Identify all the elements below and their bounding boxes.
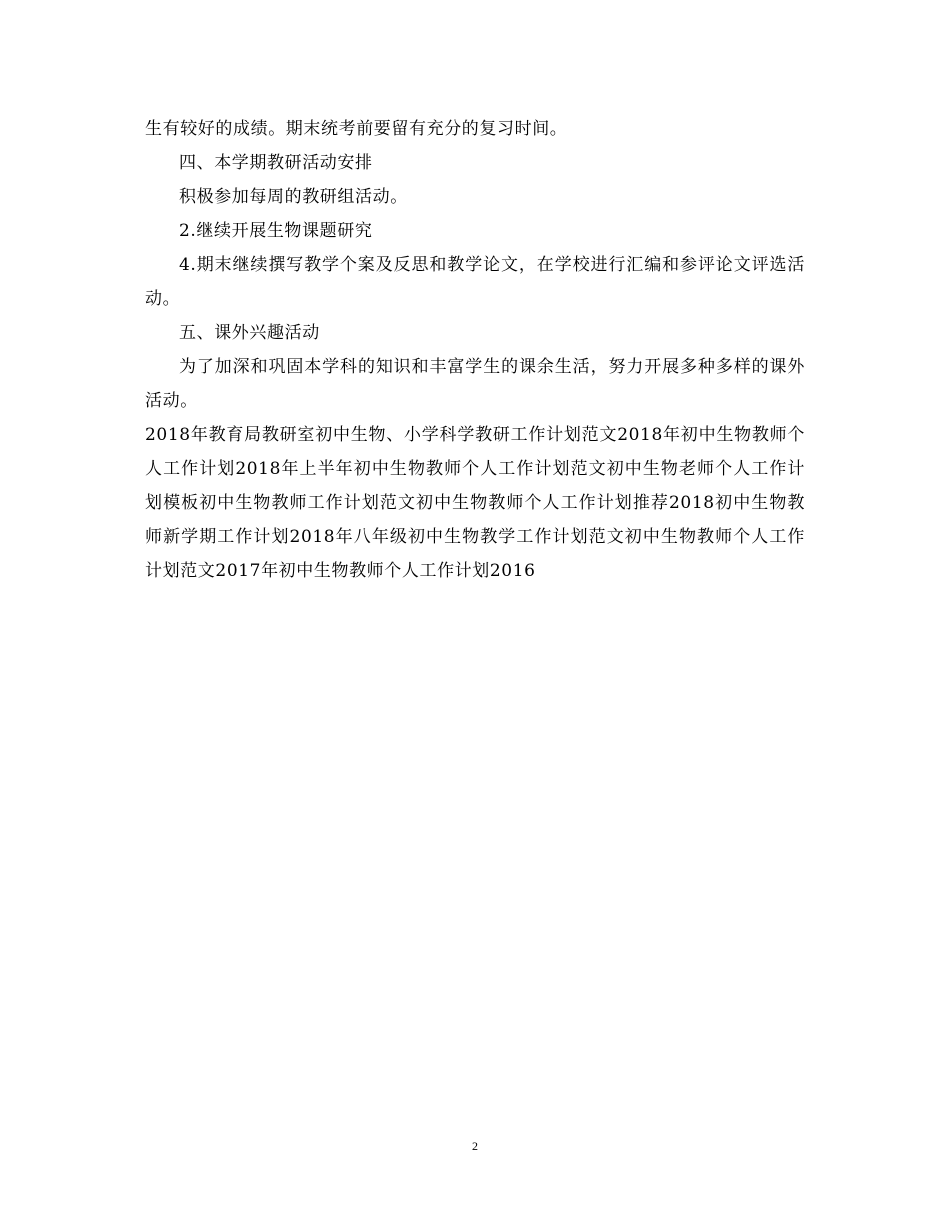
related-titles-paragraph: 2018年教育局教研室初中生物、小学科学教研工作计划范文2018年初中生物教师个人工作计划2018年上半年初中生物教师个人工作计划范文初中生物老师个人工作计划模板初中生物教师工作计划范文初中生物教师个人工作计划推荐2018初中生物教师新学期工作计划2018年八年级初中生物教学工作计划范文初中生物教师个人工作计划范文2017年初中生物教师个人工作计划2016 — [145, 425, 805, 581]
section-heading-research-activities: 四、本学期教研活动安排 — [179, 153, 373, 173]
page-number: 2 — [472, 1139, 478, 1153]
document-body — [145, 112, 805, 588]
list-item-research-topic: 2.继续开展生物课题研究 — [179, 221, 373, 241]
list-item-end-of-term-writing: 4.期末继续撰写教学个案及反思和教学论文，在学校进行汇编和参评论文评选活动。 — [145, 255, 805, 309]
section-heading-extracurricular: 五、课外兴趣活动 — [179, 323, 320, 343]
paragraph-weekly-activities: 积极参加每周的教研组活动。 — [179, 187, 408, 207]
paragraph-continuation: 生有较好的成绩。期末统考前要留有充分的复习时间。 — [145, 119, 568, 139]
paragraph-extracurricular-goal: 为了加深和巩固本学科的知识和丰富学生的课余生活，努力开展多种多样的课外活动。 — [145, 357, 805, 411]
